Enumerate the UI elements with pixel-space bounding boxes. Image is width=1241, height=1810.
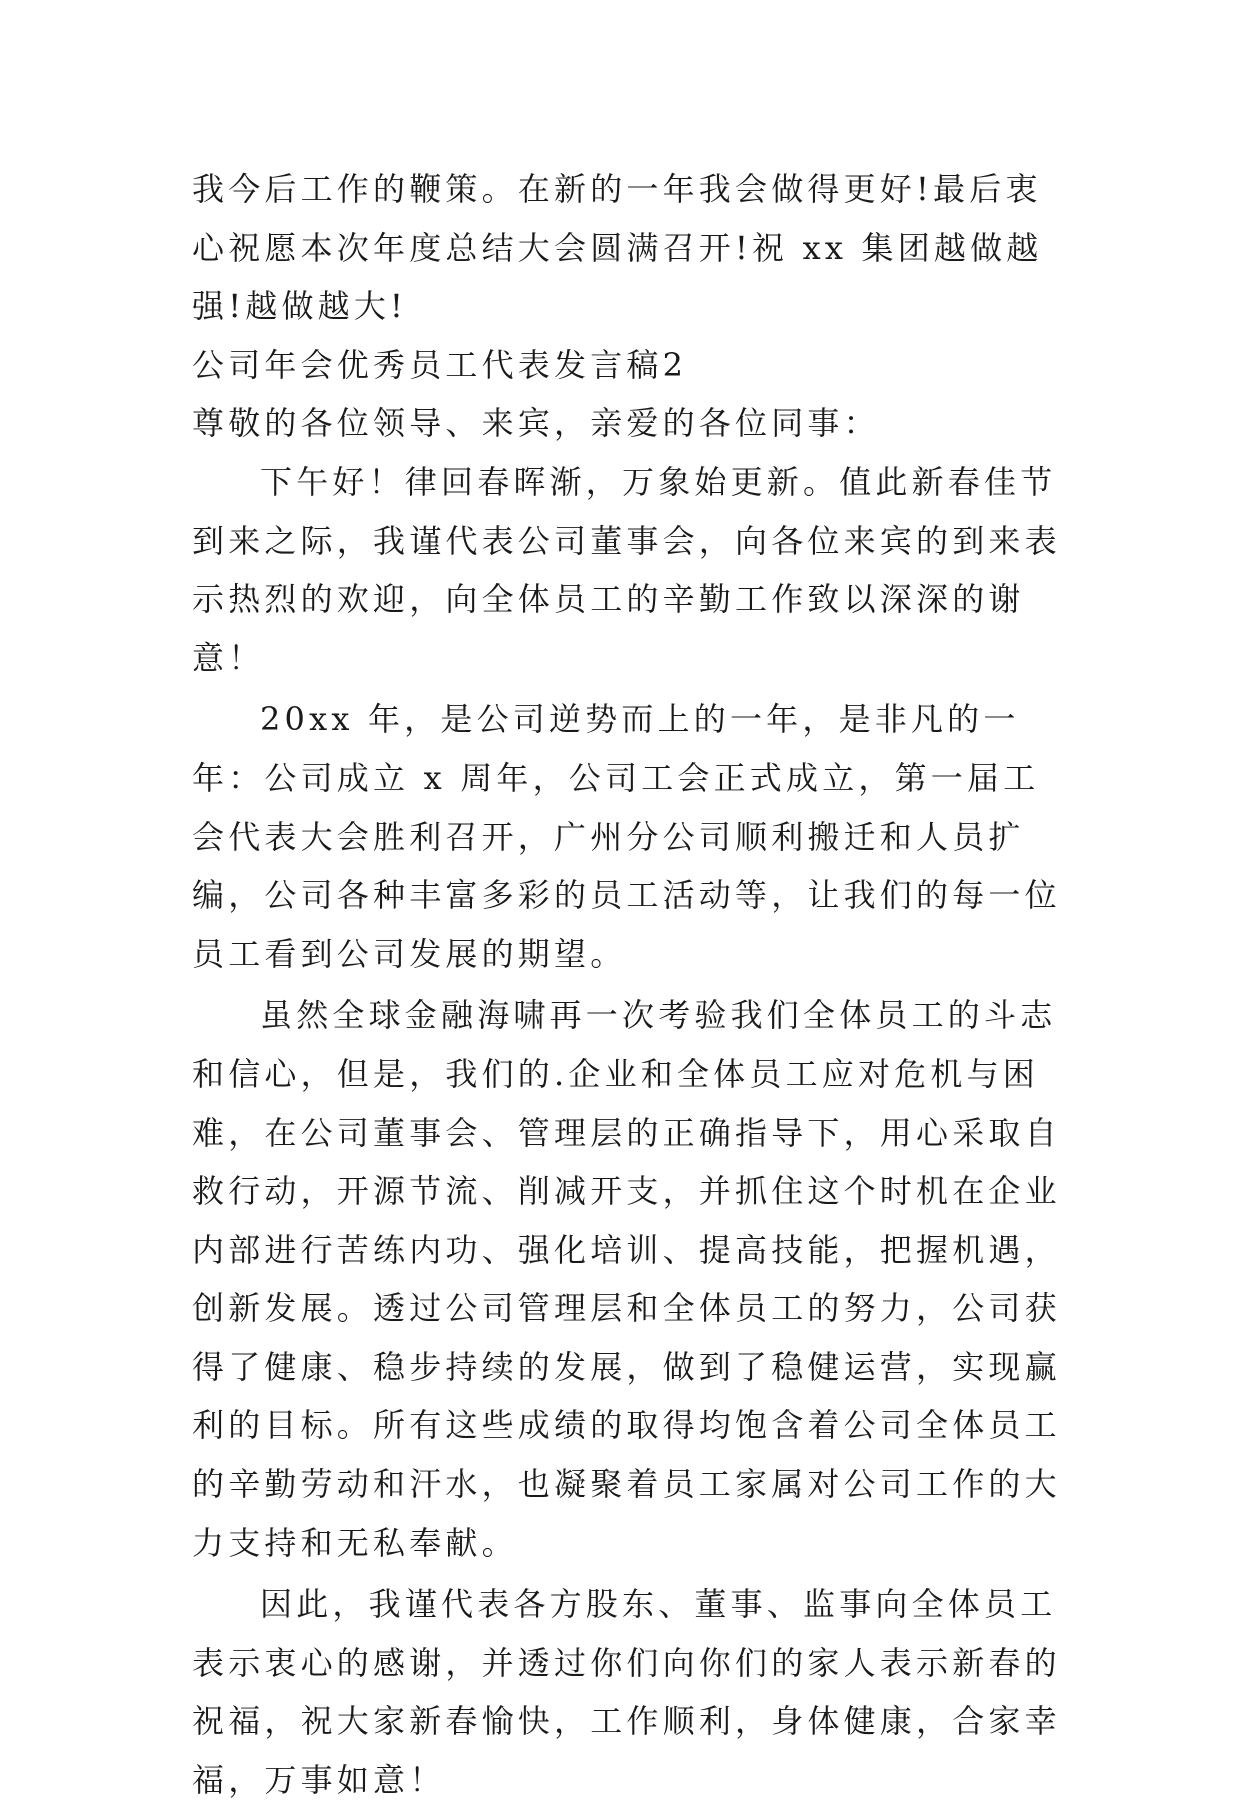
paragraph-closing-wishes: 我今后工作的鞭策。在新的一年我会做得更好!最后衷心祝愿本次年度总结大会圆满召开!祝 xx 集团越做越强!越做越大!: [192, 170, 1043, 326]
document-body: [192, 160, 1062, 1810]
paragraph-greeting: 下午好！律回春晖渐，万象始更新。值此新春佳节到来之际，我谨代表公司董事会，向各位来宾的到来表示热烈的欢迎，向全体员工的辛勤工作致以深深的谢意！: [192, 462, 1061, 677]
paragraph-year-review: 20xx 年，是公司逆势而上的一年，是非凡的一年：公司成立 x 周年，公司工会正式成立，第一届工会代表大会胜利召开，广州分公司顺利搬迁和人员扩编，公司各种丰富多彩的员工活动等，让我们的每一位员工看到公司发展的期望。: [192, 700, 1061, 973]
section-title: 公司年会优秀员工代表发言稿2: [192, 345, 688, 384]
salutation: 尊敬的各位领导、来宾，亲爱的各位同事：: [192, 404, 880, 443]
paragraph-thanks: 因此，我谨代表各方股东、董事、监事向全体员工表示衷心的感谢，并透过你们向你们的家人表示新春的祝福，祝大家新春愉快，工作顺利，身体健康，合家幸福，万事如意！: [192, 1585, 1061, 1800]
paragraph-challenges: 虽然全球金融海啸再一次考验我们全体员工的斗志和信心，但是，我们的.企业和全体员工应对危机与困难，在公司董事会、管理层的正确指导下，用心采取自救行动，开源节流、削减开支，并抓住这个时机在企业内部进行苦练内功、强化培训、提高技能，把握机遇，创新发展。透过公司管理层和全体员工的努力，公司获得了健康、稳步持续的发展，做到了稳健运营，实现赢利的目标。所有这些成绩的取得均饱含着公司全体员工的辛勤劳动和汗水，也凝聚着员工家属对公司工作的大力支持和无私奉献。: [192, 996, 1061, 1562]
